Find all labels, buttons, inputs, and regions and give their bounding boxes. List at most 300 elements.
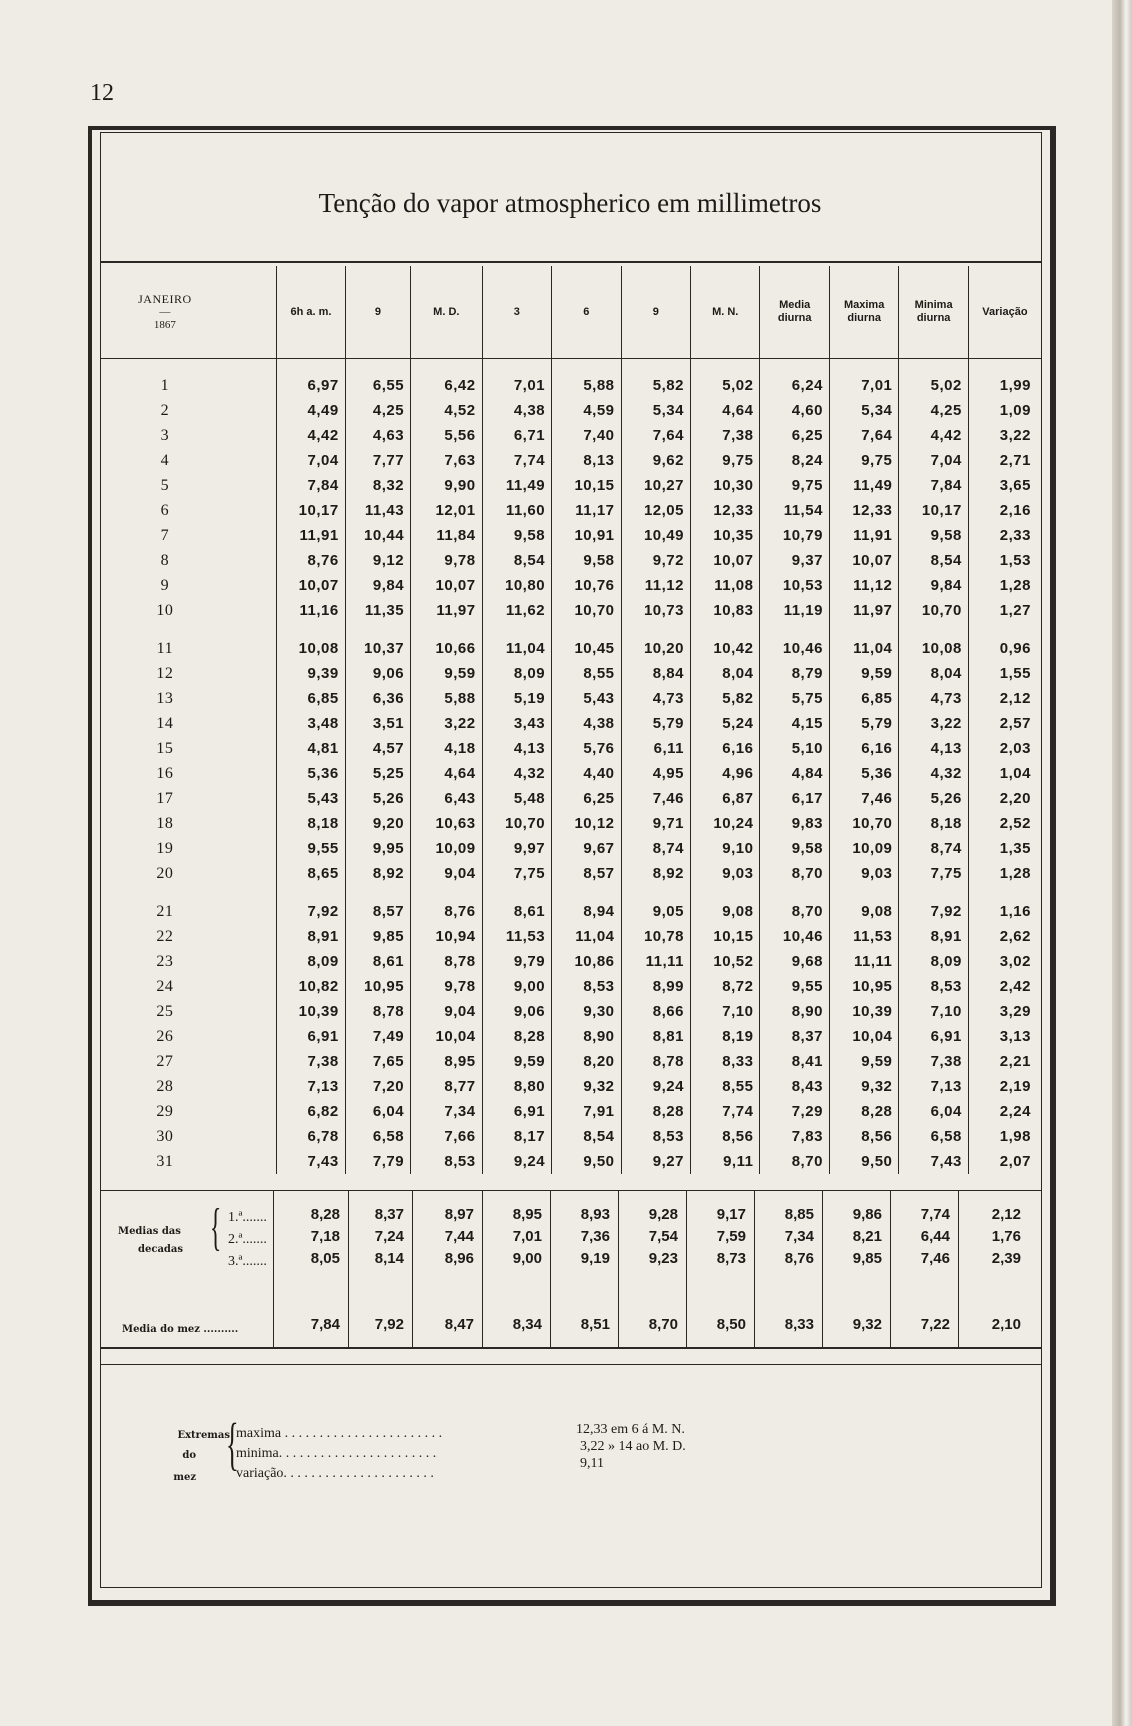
decade-mean-cell: 8,85 (784, 1206, 814, 1223)
day-cell: 10 (156, 601, 174, 619)
day-cell: 30 (156, 1127, 174, 1145)
extremes-label-2: do (182, 1450, 196, 1461)
value-cell: 9,59 (829, 661, 898, 686)
value-cell: 9,24 (482, 1149, 551, 1174)
value-cell: 7,75 (482, 861, 551, 886)
value-cell: 8,65 (277, 861, 345, 886)
value-cell: 8,78 (411, 949, 483, 974)
value-cell: 2,57 (999, 715, 1031, 732)
value-cell: 6,87 (690, 786, 759, 811)
value-cell: 10,46 (760, 924, 829, 949)
value-cell: 9,00 (482, 974, 551, 999)
col-header: Variação (968, 266, 1041, 359)
day-cell: 9 (160, 576, 170, 594)
value-cell: 9,04 (411, 861, 483, 886)
value-cell: 4,73 (899, 686, 968, 711)
value-cell: 7,43 (277, 1149, 345, 1174)
value-cell: 2,16 (999, 502, 1031, 519)
day-cell: 21 (156, 902, 174, 920)
table-row (100, 1149, 1041, 1174)
value-cell: 4,57 (345, 736, 410, 761)
decade-mean-cell: 8,37 (374, 1206, 404, 1223)
value-cell: 11,16 (277, 598, 345, 623)
value-cell: 4,81 (277, 736, 345, 761)
decade-mean-cell: 9,00 (512, 1250, 542, 1267)
value-cell: 6,55 (345, 359, 410, 399)
value-cell: 8,55 (552, 661, 621, 686)
value-cell: 4,25 (899, 398, 968, 423)
value-cell: 8,79 (760, 661, 829, 686)
value-cell: 2,20 (999, 790, 1031, 807)
value-cell: 5,75 (760, 686, 829, 711)
value-cell: 5,02 (690, 359, 759, 399)
value-cell: 4,13 (482, 736, 551, 761)
value-cell: 11,91 (829, 523, 898, 548)
value-cell: 9,55 (277, 836, 345, 861)
value-cell: 6,04 (345, 1099, 410, 1124)
blank-cell (230, 924, 277, 949)
value-cell: 8,70 (760, 861, 829, 886)
value-cell: 10,15 (552, 473, 621, 498)
blank-cell (230, 1024, 277, 1049)
day-cell: 23 (156, 952, 174, 970)
value-cell: 5,88 (411, 686, 483, 711)
value-cell: 9,85 (345, 924, 410, 949)
month-mean-cell: 8,47 (444, 1316, 474, 1333)
day-cell: 27 (156, 1052, 174, 1070)
table-row (100, 636, 1041, 661)
value-cell: 2,07 (999, 1153, 1031, 1170)
value-cell: 8,70 (760, 1149, 829, 1174)
day-cell: 11 (156, 639, 174, 657)
decade-mean-cell: 7,54 (648, 1228, 678, 1245)
value-cell: 3,22 (999, 427, 1031, 444)
day-cell: 6 (160, 501, 170, 519)
value-cell: 10,04 (829, 1024, 898, 1049)
value-cell: 5,79 (829, 711, 898, 736)
value-cell: 11,53 (829, 924, 898, 949)
decade-label: 1.ª....... (228, 1210, 267, 1225)
value-cell: 11,49 (829, 473, 898, 498)
day-cell: 4 (160, 451, 170, 469)
value-cell: 10,12 (552, 811, 621, 836)
value-cell: 5,79 (621, 711, 690, 736)
value-cell: 10,94 (411, 924, 483, 949)
value-cell: 9,27 (621, 1149, 690, 1174)
value-cell: 8,91 (899, 924, 968, 949)
value-cell: 10,17 (277, 498, 345, 523)
month-mean-cell: 2,10 (991, 1316, 1021, 1333)
blank-cell (230, 786, 277, 811)
header-row (100, 266, 1041, 359)
table-row (100, 398, 1041, 423)
value-cell: 11,35 (345, 598, 410, 623)
value-cell: 9,62 (621, 448, 690, 473)
value-cell: 10,66 (411, 636, 483, 661)
value-cell: 11,04 (552, 924, 621, 949)
value-cell: 8,53 (411, 1149, 483, 1174)
value-cell: 2,33 (999, 527, 1031, 544)
value-cell: 8,43 (760, 1074, 829, 1099)
value-cell: 9,58 (760, 836, 829, 861)
month-mean-cell: 8,51 (580, 1316, 610, 1333)
value-cell: 10,49 (621, 523, 690, 548)
month-mean-label: Media do mez .......... (122, 1324, 239, 1335)
value-cell: 7,01 (829, 359, 898, 399)
value-cell: 10,07 (690, 548, 759, 573)
value-cell: 6,58 (899, 1124, 968, 1149)
value-cell: 7,38 (690, 423, 759, 448)
col-header: 6h a. m. (277, 266, 345, 359)
value-cell: 8,13 (552, 448, 621, 473)
blank-cell (230, 999, 277, 1024)
value-cell: 8,24 (760, 448, 829, 473)
day-cell: 1 (160, 376, 170, 394)
value-cell: 7,38 (277, 1049, 345, 1074)
value-cell: 10,80 (482, 573, 551, 598)
value-cell: 10,73 (621, 598, 690, 623)
blank-cell (230, 861, 277, 886)
value-cell: 6,97 (277, 359, 345, 399)
decade-mean-cell: 2,39 (991, 1250, 1021, 1267)
value-cell: 10,08 (277, 636, 345, 661)
value-cell: 8,53 (621, 1124, 690, 1149)
day-cell: 26 (156, 1027, 174, 1045)
value-cell: 1,27 (999, 602, 1031, 619)
value-cell: 8,53 (899, 974, 968, 999)
col-header: Minima diurna (899, 266, 968, 359)
value-cell: 11,11 (621, 949, 690, 974)
value-cell: 9,59 (411, 661, 483, 686)
row-gap (100, 886, 1041, 899)
table-row (100, 761, 1041, 786)
value-cell: 7,10 (899, 999, 968, 1024)
value-cell: 10,20 (621, 636, 690, 661)
means-section (100, 1190, 1041, 1360)
decade-label: 3.ª....... (228, 1254, 267, 1269)
value-cell: 8,80 (482, 1074, 551, 1099)
value-cell: 5,56 (411, 423, 483, 448)
value-cell: 3,48 (277, 711, 345, 736)
value-cell: 9,58 (482, 523, 551, 548)
value-cell: 6,71 (482, 423, 551, 448)
value-cell: 9,75 (760, 473, 829, 498)
value-cell: 8,17 (482, 1124, 551, 1149)
value-cell: 12,01 (411, 498, 483, 523)
col-header: 6 (552, 266, 621, 359)
decade-mean-cell: 9,85 (852, 1250, 882, 1267)
blank-cell (230, 423, 277, 448)
value-cell: 11,11 (829, 949, 898, 974)
value-cell: 5,82 (690, 686, 759, 711)
decade-mean-cell: 7,36 (580, 1228, 610, 1245)
blank-cell (230, 498, 277, 523)
value-cell: 4,52 (411, 398, 483, 423)
value-cell: 7,46 (621, 786, 690, 811)
value-cell: 10,42 (690, 636, 759, 661)
value-cell: 11,19 (760, 598, 829, 623)
value-cell: 10,52 (690, 949, 759, 974)
value-cell: 2,19 (999, 1078, 1031, 1095)
value-cell: 5,34 (829, 398, 898, 423)
value-cell: 9,32 (829, 1074, 898, 1099)
value-cell: 10,95 (829, 974, 898, 999)
value-cell: 4,49 (277, 398, 345, 423)
value-cell: 9,75 (690, 448, 759, 473)
value-cell: 8,09 (277, 949, 345, 974)
value-cell: 4,59 (552, 398, 621, 423)
decade-brace: { (210, 1199, 222, 1256)
value-cell: 8,92 (345, 861, 410, 886)
decade-mean-cell: 8,95 (512, 1206, 542, 1223)
value-cell: 9,04 (411, 999, 483, 1024)
value-cell: 5,76 (552, 736, 621, 761)
value-cell: 9,67 (552, 836, 621, 861)
value-cell: 4,32 (482, 761, 551, 786)
blank-cell (230, 359, 277, 399)
blank-cell (230, 448, 277, 473)
value-cell: 8,66 (621, 999, 690, 1024)
month-mean-cell: 8,34 (512, 1316, 542, 1333)
decade-mean-cell: 7,46 (920, 1250, 950, 1267)
value-cell: 11,49 (482, 473, 551, 498)
value-cell: 8,77 (411, 1074, 483, 1099)
value-cell: 3,02 (999, 953, 1031, 970)
blank-cell (230, 1124, 277, 1149)
value-cell: 8,04 (690, 661, 759, 686)
means-column-divider (273, 1190, 274, 1347)
value-cell: 8,04 (899, 661, 968, 686)
value-cell: 8,41 (760, 1049, 829, 1074)
blank-cell (230, 1099, 277, 1124)
value-cell: 6,85 (829, 686, 898, 711)
value-cell: 8,09 (482, 661, 551, 686)
value-cell: 5,82 (621, 359, 690, 399)
value-cell: 11,43 (345, 498, 410, 523)
value-cell: 11,04 (829, 636, 898, 661)
value-cell: 9,84 (345, 573, 410, 598)
value-cell: 1,28 (999, 577, 1031, 594)
blank-cell (230, 1049, 277, 1074)
value-cell: 7,74 (690, 1099, 759, 1124)
value-cell: 4,42 (899, 423, 968, 448)
value-cell: 11,54 (760, 498, 829, 523)
value-cell: 6,25 (760, 423, 829, 448)
value-cell: 6,82 (277, 1099, 345, 1124)
value-cell: 6,25 (552, 786, 621, 811)
blank-header (230, 266, 277, 359)
value-cell: 8,54 (552, 1124, 621, 1149)
value-cell: 2,71 (999, 452, 1031, 469)
extremes-label-1: Extremas (177, 1430, 230, 1441)
value-cell: 7,65 (345, 1049, 410, 1074)
table-row (100, 1074, 1041, 1099)
value-cell: 8,54 (482, 548, 551, 573)
day-cell: 8 (160, 551, 170, 569)
value-cell: 9,95 (345, 836, 410, 861)
decade-mean-cell: 6,44 (920, 1228, 950, 1245)
value-cell: 3,13 (999, 1028, 1031, 1045)
day-cell: 14 (156, 714, 174, 732)
value-cell: 2,52 (999, 815, 1031, 832)
value-cell: 10,04 (411, 1024, 483, 1049)
value-cell: 7,64 (621, 423, 690, 448)
decade-mean-cell: 7,24 (374, 1228, 404, 1245)
day-cell: 28 (156, 1077, 174, 1095)
value-cell: 7,84 (277, 473, 345, 498)
day-cell: 29 (156, 1102, 174, 1120)
value-cell: 8,95 (411, 1049, 483, 1074)
month-mean-cell: 7,22 (920, 1316, 950, 1333)
value-cell: 3,65 (999, 477, 1031, 494)
table-row (100, 423, 1041, 448)
value-cell: 9,72 (621, 548, 690, 573)
decade-mean-cell: 8,05 (310, 1250, 340, 1267)
value-cell: 4,84 (760, 761, 829, 786)
value-cell: 8,90 (760, 999, 829, 1024)
table-row (100, 548, 1041, 573)
means-column-divider (958, 1190, 959, 1347)
value-cell: 7,34 (411, 1099, 483, 1124)
value-cell: 9,59 (829, 1049, 898, 1074)
page-number: 12 (90, 80, 114, 106)
value-cell: 7,77 (345, 448, 410, 473)
value-cell: 9,90 (411, 473, 483, 498)
decade-mean-cell: 7,44 (444, 1228, 474, 1245)
value-cell: 4,18 (411, 736, 483, 761)
value-cell: 5,02 (899, 359, 968, 399)
value-cell: 2,42 (999, 978, 1031, 995)
value-cell: 10,79 (760, 523, 829, 548)
value-cell: 10,15 (690, 924, 759, 949)
table-row (100, 598, 1041, 623)
day-cell: 25 (156, 1002, 174, 1020)
value-cell: 10,17 (899, 498, 968, 523)
value-cell: 9,20 (345, 811, 410, 836)
value-cell: 2,62 (999, 928, 1031, 945)
table-title: Tenção do vapor atmospherico em millimetros (318, 188, 822, 218)
value-cell: 5,88 (552, 359, 621, 399)
col-header: 9 (345, 266, 410, 359)
value-cell: 8,19 (690, 1024, 759, 1049)
day-cell: 31 (156, 1152, 174, 1170)
vapor-table (100, 266, 1041, 1174)
value-cell: 3,22 (411, 711, 483, 736)
value-cell: 8,72 (690, 974, 759, 999)
value-cell: 6,17 (760, 786, 829, 811)
value-cell: 8,99 (621, 974, 690, 999)
value-cell: 9,71 (621, 811, 690, 836)
col-header: 3 (482, 266, 551, 359)
blank-cell (230, 598, 277, 623)
value-cell: 9,50 (829, 1149, 898, 1174)
table-row (100, 448, 1041, 473)
value-cell: 7,64 (829, 423, 898, 448)
blank-cell (230, 949, 277, 974)
value-cell: 10,09 (411, 836, 483, 861)
table-row (100, 573, 1041, 598)
value-cell: 8,28 (621, 1099, 690, 1124)
value-cell: 10,07 (277, 573, 345, 598)
blank-cell (230, 761, 277, 786)
month-mean-cell: 9,32 (852, 1316, 882, 1333)
extremes-rule (100, 1364, 1041, 1365)
decade-mean-cell: 9,28 (648, 1206, 678, 1223)
value-cell: 10,95 (345, 974, 410, 999)
value-cell: 9,79 (482, 949, 551, 974)
value-cell: 5,36 (829, 761, 898, 786)
value-cell: 9,50 (552, 1149, 621, 1174)
value-cell: 3,22 (899, 711, 968, 736)
table-row (100, 786, 1041, 811)
value-cell: 5,24 (690, 711, 759, 736)
value-cell: 9,83 (760, 811, 829, 836)
value-cell: 10,76 (552, 573, 621, 598)
value-cell: 9,03 (829, 861, 898, 886)
value-cell: 10,35 (690, 523, 759, 548)
decade-means-label-2: decadas (138, 1244, 184, 1255)
table-row (100, 686, 1041, 711)
col-header: 9 (621, 266, 690, 359)
value-cell: 1,04 (999, 765, 1031, 782)
value-cell: 8,20 (552, 1049, 621, 1074)
col-header: M. D. (411, 266, 483, 359)
value-cell: 10,83 (690, 598, 759, 623)
value-cell: 10,39 (829, 999, 898, 1024)
col-header: Media diurna (760, 266, 829, 359)
page-edge (1112, 0, 1132, 1726)
value-cell: 8,90 (552, 1024, 621, 1049)
value-cell: 8,61 (482, 899, 551, 924)
value-cell: 9,03 (690, 861, 759, 886)
table-row (100, 711, 1041, 736)
value-cell: 11,97 (411, 598, 483, 623)
table-row (100, 974, 1041, 999)
value-cell: 11,53 (482, 924, 551, 949)
value-cell: 5,25 (345, 761, 410, 786)
value-cell: 4,40 (552, 761, 621, 786)
blank-cell (230, 899, 277, 924)
day-cell: 22 (156, 927, 174, 945)
table-row (100, 1099, 1041, 1124)
value-cell: 4,64 (411, 761, 483, 786)
value-cell: 11,12 (621, 573, 690, 598)
extremes-label-3: mez (173, 1472, 196, 1483)
col-header: Maxima diurna (829, 266, 898, 359)
table-row (100, 1024, 1041, 1049)
value-cell: 6,42 (411, 359, 483, 399)
value-cell: 11,08 (690, 573, 759, 598)
month-mean-cell: 7,84 (310, 1316, 340, 1333)
value-cell: 7,38 (899, 1049, 968, 1074)
value-cell: 4,96 (690, 761, 759, 786)
value-cell: 10,70 (899, 598, 968, 623)
decade-means-label: Medias das (118, 1226, 181, 1237)
day-cell: 12 (156, 664, 174, 682)
value-cell: 7,46 (829, 786, 898, 811)
title-rule (100, 261, 1041, 263)
value-cell: 9,08 (829, 899, 898, 924)
value-cell: 8,91 (277, 924, 345, 949)
value-cell: 11,84 (411, 523, 483, 548)
value-cell: 5,34 (621, 398, 690, 423)
value-cell: 8,55 (690, 1074, 759, 1099)
value-cell: 9,68 (760, 949, 829, 974)
value-cell: 1,09 (999, 402, 1031, 419)
value-cell: 5,43 (277, 786, 345, 811)
value-cell: 8,53 (552, 974, 621, 999)
extremes-brace: { (226, 1411, 239, 1476)
